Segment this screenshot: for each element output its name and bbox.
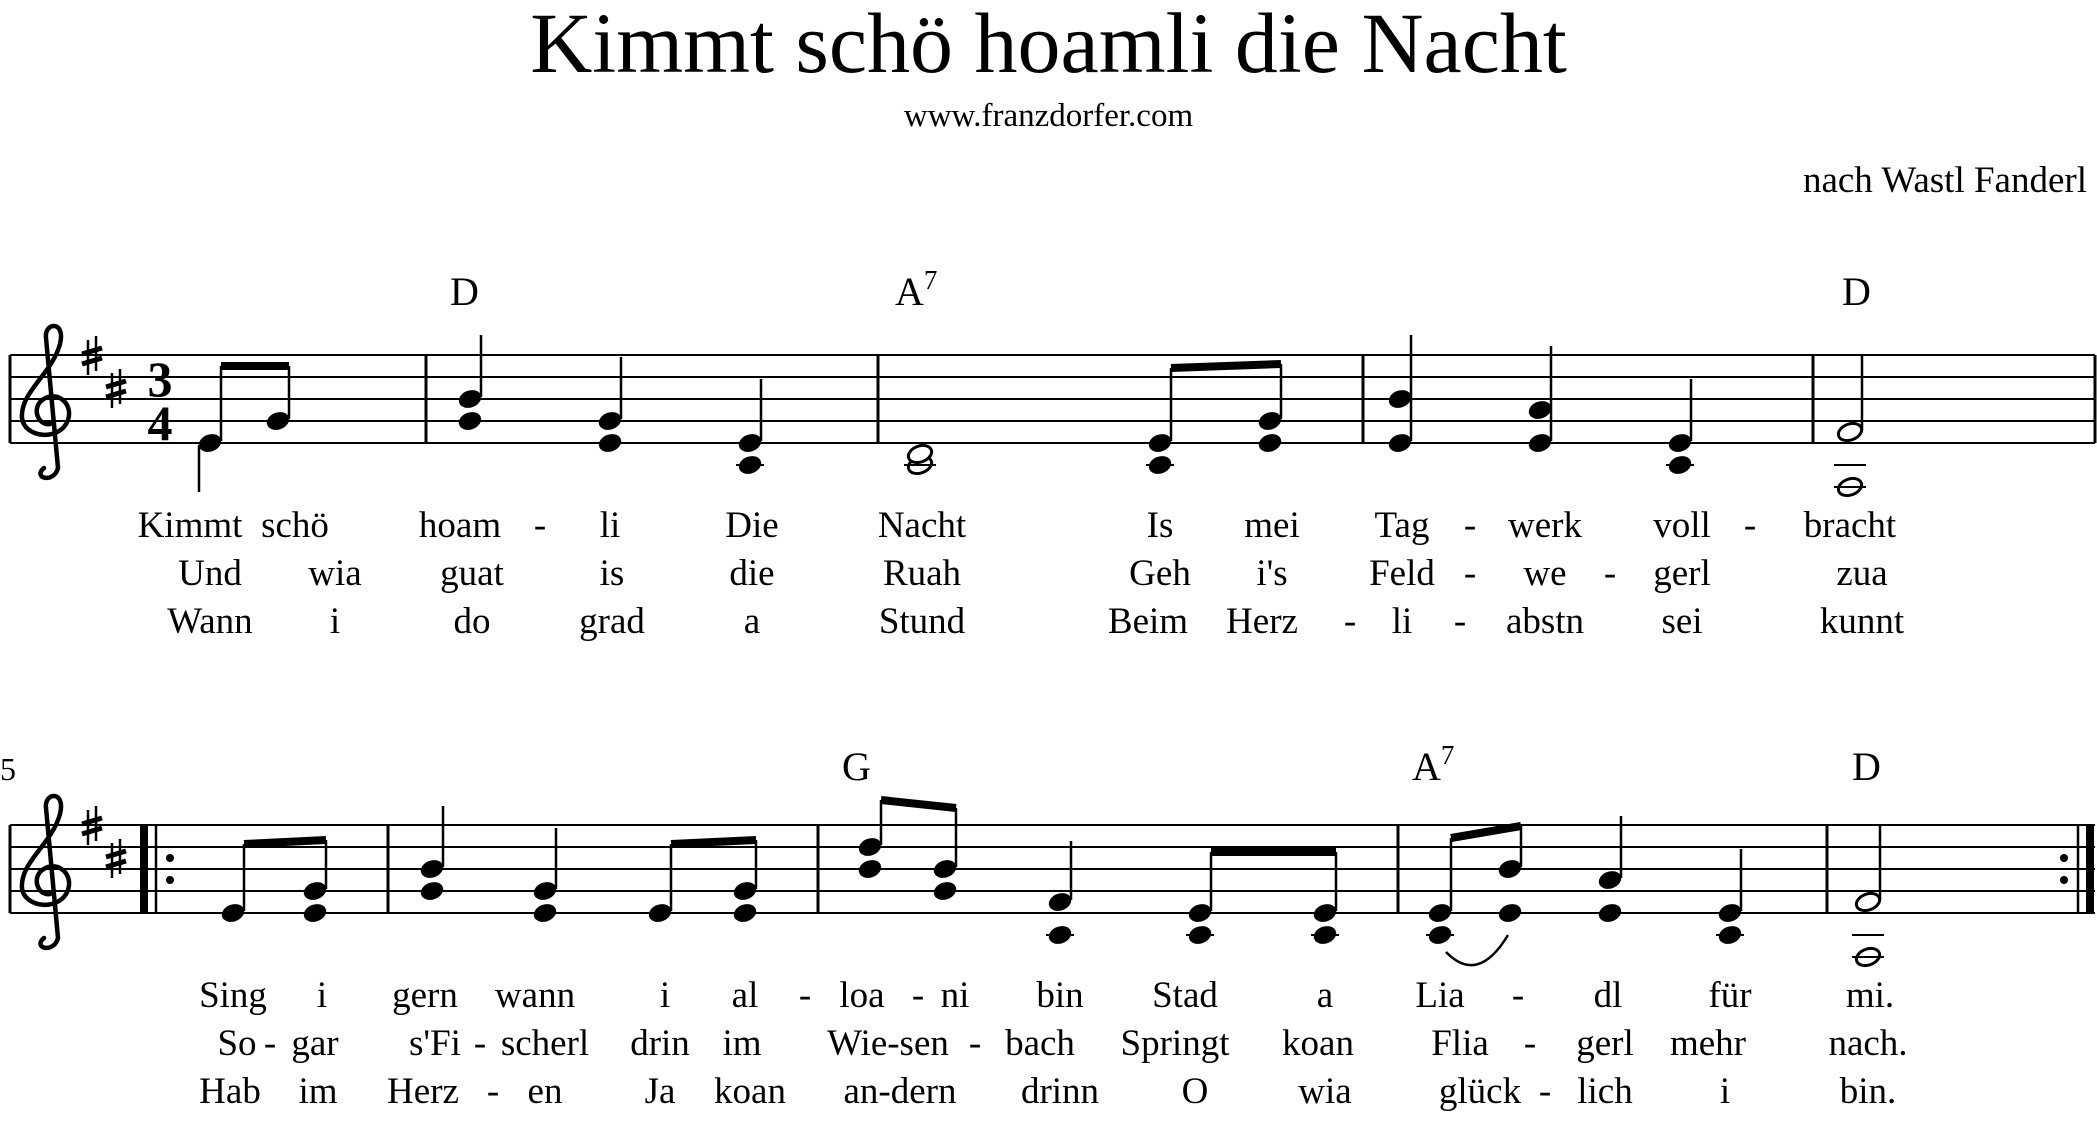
lyric-syllable: sei — [1661, 601, 1703, 642]
lyric-syllable: i — [316, 975, 328, 1016]
lyric-syllable: die — [729, 553, 775, 594]
sharp-c-icon — [106, 369, 126, 408]
lyric-syllable: a — [1316, 975, 1334, 1016]
lyric-syllable: i — [1719, 1071, 1731, 1112]
lyric-syllable: Hab — [199, 1071, 261, 1112]
lyric-syllable: s'Fi — [409, 1023, 461, 1064]
lyric-syllable: zua — [1836, 553, 1888, 594]
beam — [671, 840, 756, 844]
note-head — [1667, 432, 1693, 455]
note-head — [597, 410, 623, 433]
note-head — [597, 432, 623, 455]
lyric-syllable: O — [1181, 1071, 1209, 1112]
lyric-syllable: gerl — [1653, 553, 1711, 594]
lyric-syllable: koan — [714, 1071, 786, 1112]
lyric-syllable: al — [731, 975, 759, 1016]
lyric-syllable: werk — [1508, 505, 1582, 546]
note-head — [1597, 869, 1623, 892]
lyric-syllable: Lia — [1415, 975, 1465, 1016]
lyric-syllable: - — [1603, 553, 1617, 594]
lyric-syllable: guat — [440, 553, 504, 594]
lyric-syllable: Springt — [1120, 1023, 1230, 1064]
lyric-syllable: - — [533, 505, 547, 546]
lyric-syllable: hoam — [418, 505, 502, 546]
half-note-head — [1836, 420, 1864, 443]
lyric-syllable: Geh — [1129, 553, 1191, 594]
lyric-syllable: - — [911, 975, 925, 1016]
note-head — [732, 880, 758, 903]
lyric-syllable: wia — [1298, 1071, 1352, 1112]
lyric-syllable: en — [527, 1071, 563, 1112]
note-head — [1527, 399, 1553, 422]
note-head — [647, 902, 673, 925]
time-signature-top: 3 — [147, 351, 173, 407]
lyric-syllable: - — [1453, 601, 1467, 642]
lyric-syllable: wia — [308, 553, 362, 594]
note-head — [1387, 388, 1413, 411]
lyric-syllable: ni — [940, 975, 970, 1016]
key-signature-sharps — [82, 336, 126, 408]
lyrics-system-2 — [199, 975, 1907, 1112]
lyric-syllable: nach. — [1828, 1023, 1908, 1064]
lyric-syllable: mehr — [1669, 1023, 1747, 1064]
lyric-syllable: - — [1463, 553, 1477, 594]
lyric-syllable: Wann — [167, 601, 253, 642]
note-head — [457, 410, 483, 433]
time-signature-bottom: 4 — [147, 395, 173, 451]
chord-symbols-system-2 — [842, 740, 1881, 789]
lyric-syllable: mi. — [1845, 975, 1895, 1016]
note-head — [932, 858, 958, 881]
note-head — [1427, 902, 1453, 925]
lyric-syllable: drin — [630, 1023, 690, 1064]
lyric-syllable: - — [1743, 505, 1757, 546]
composer-credit: nach Wastl Fanderl — [1802, 160, 2087, 201]
lyric-syllable: gar — [291, 1023, 339, 1064]
note-head — [532, 902, 558, 925]
lyric-syllable: gern — [392, 975, 458, 1016]
lyric-syllable: - — [263, 1023, 277, 1064]
lyric-syllable: - — [473, 1023, 487, 1064]
note-head — [1497, 902, 1523, 925]
beam — [881, 800, 956, 808]
staff-system-1 — [10, 355, 2095, 443]
lyric-syllable: bach — [1005, 1023, 1075, 1064]
lyric-syllable: drinn — [1020, 1071, 1100, 1112]
lyric-syllable: bin. — [1839, 1071, 1897, 1112]
website-subtitle: www.franzdorfer.com — [903, 98, 1194, 134]
lyric-syllable: Nacht — [877, 505, 967, 546]
lyric-syllable: für — [1708, 975, 1752, 1016]
chord-symbol: $A^7$ — [895, 265, 938, 314]
note-head — [1147, 432, 1173, 455]
lyric-syllable: - — [1523, 1023, 1537, 1064]
lyric-syllable: a — [743, 601, 761, 642]
lyric-syllable: abstn — [1505, 601, 1585, 642]
lyric-syllable: Herz — [387, 1071, 459, 1112]
chord-symbol: D — [1842, 269, 1871, 314]
treble-clef-icon — [22, 796, 69, 948]
treble-clef-icon — [22, 326, 69, 478]
note-head — [302, 880, 328, 903]
note-head — [737, 432, 763, 455]
note-head — [419, 880, 445, 903]
lyric-syllable: do — [453, 601, 491, 642]
note-head — [1257, 410, 1283, 433]
lyric-syllable: Is — [1146, 505, 1174, 546]
lyric-syllable: bracht — [1803, 505, 1897, 546]
lyric-syllable: - — [1343, 601, 1357, 642]
lyric-syllable: mei — [1244, 505, 1300, 546]
lyric-syllable: - — [1538, 1071, 1552, 1112]
lyric-syllable: lich — [1577, 1071, 1633, 1112]
note-head — [1527, 432, 1553, 455]
beam — [1171, 364, 1281, 368]
lyric-syllable: bin — [1036, 975, 1084, 1016]
slur — [1446, 935, 1508, 965]
song-title: Kimmt schö hoamli die Nacht — [530, 0, 1567, 91]
chord-symbol: $A^7$ — [1412, 740, 1455, 789]
sharp-c-icon — [106, 839, 126, 878]
note-head — [532, 880, 558, 903]
lyric-syllable: kunnt — [1819, 601, 1905, 642]
lyric-syllable: koan — [1282, 1023, 1354, 1064]
lyric-syllable: Stund — [878, 601, 966, 642]
lyric-syllable: So — [217, 1023, 257, 1064]
lyric-syllable: Und — [178, 553, 242, 594]
lyric-syllable: an-dern — [843, 1071, 957, 1112]
lyric-syllable: Stad — [1152, 975, 1218, 1016]
lyric-syllable: Sing — [199, 975, 267, 1016]
note-head — [1497, 858, 1523, 881]
lyric-syllable: Ruah — [882, 553, 962, 594]
lyric-syllable: i — [659, 975, 671, 1016]
lyric-syllable: schö — [261, 505, 329, 546]
measure-number: 5 — [0, 751, 16, 787]
lyric-syllable: Tag — [1374, 505, 1430, 546]
chord-symbols-system-1 — [450, 265, 1871, 314]
lyric-syllable: im — [722, 1023, 762, 1064]
lyric-syllable: voll — [1653, 505, 1711, 546]
note-head — [1387, 432, 1413, 455]
lyric-syllable: Herz — [1226, 601, 1298, 642]
beam — [244, 840, 326, 844]
note-head — [1257, 432, 1283, 455]
lyric-syllable: - — [968, 1023, 982, 1064]
lyric-syllable: i's — [1256, 553, 1288, 594]
note-head — [197, 432, 223, 455]
note-head — [1597, 902, 1623, 925]
lyric-syllable: scherl — [500, 1023, 590, 1064]
chord-symbol: G — [842, 744, 871, 789]
note-head — [932, 880, 958, 903]
lyric-syllable: grad — [579, 601, 645, 642]
lyric-syllable: is — [599, 553, 625, 594]
note-head — [1717, 902, 1743, 925]
lyric-syllable: im — [298, 1071, 338, 1112]
lyric-syllable: Flia — [1431, 1023, 1489, 1064]
lyric-syllable: - — [1463, 505, 1477, 546]
notes-system-1 — [197, 335, 1866, 499]
lyric-syllable: Kimmt — [137, 505, 243, 546]
lyric-syllable: glück — [1438, 1071, 1522, 1112]
note-head — [857, 836, 883, 859]
note-head — [220, 902, 246, 925]
note-head — [1187, 902, 1213, 925]
lyric-syllable: dl — [1593, 975, 1623, 1016]
note-head — [1312, 902, 1338, 925]
lyric-syllable: - — [1511, 975, 1525, 1016]
note-head — [419, 858, 445, 881]
lyric-syllable: - — [798, 975, 812, 1016]
lyric-syllable: Wie-sen — [827, 1023, 949, 1064]
key-signature-sharps — [82, 806, 126, 878]
lyric-syllable: Die — [725, 505, 779, 546]
note-head — [857, 858, 883, 881]
chord-symbol: D — [1852, 744, 1881, 789]
lyric-syllable: li — [1391, 601, 1413, 642]
lyric-syllable: Ja — [644, 1071, 676, 1112]
half-note-head — [1854, 890, 1882, 913]
lyric-syllable: Feld — [1369, 553, 1435, 594]
lyric-syllable: gerl — [1576, 1023, 1634, 1064]
lyric-syllable: loa — [839, 975, 885, 1016]
note-head — [302, 902, 328, 925]
note-head — [457, 388, 483, 411]
lyric-syllable: li — [599, 505, 621, 546]
lyric-syllable: wann — [494, 975, 576, 1016]
lyric-syllable: i — [329, 601, 341, 642]
note-head — [732, 902, 758, 925]
lyrics-system-1 — [138, 505, 1905, 642]
note-head — [1047, 891, 1073, 914]
lyric-syllable: - — [486, 1071, 500, 1112]
chord-symbol: D — [450, 269, 479, 314]
lyric-syllable: Beim — [1107, 601, 1189, 642]
note-head — [265, 410, 291, 433]
lyric-syllable: we — [1523, 553, 1567, 594]
beam — [1451, 826, 1521, 838]
